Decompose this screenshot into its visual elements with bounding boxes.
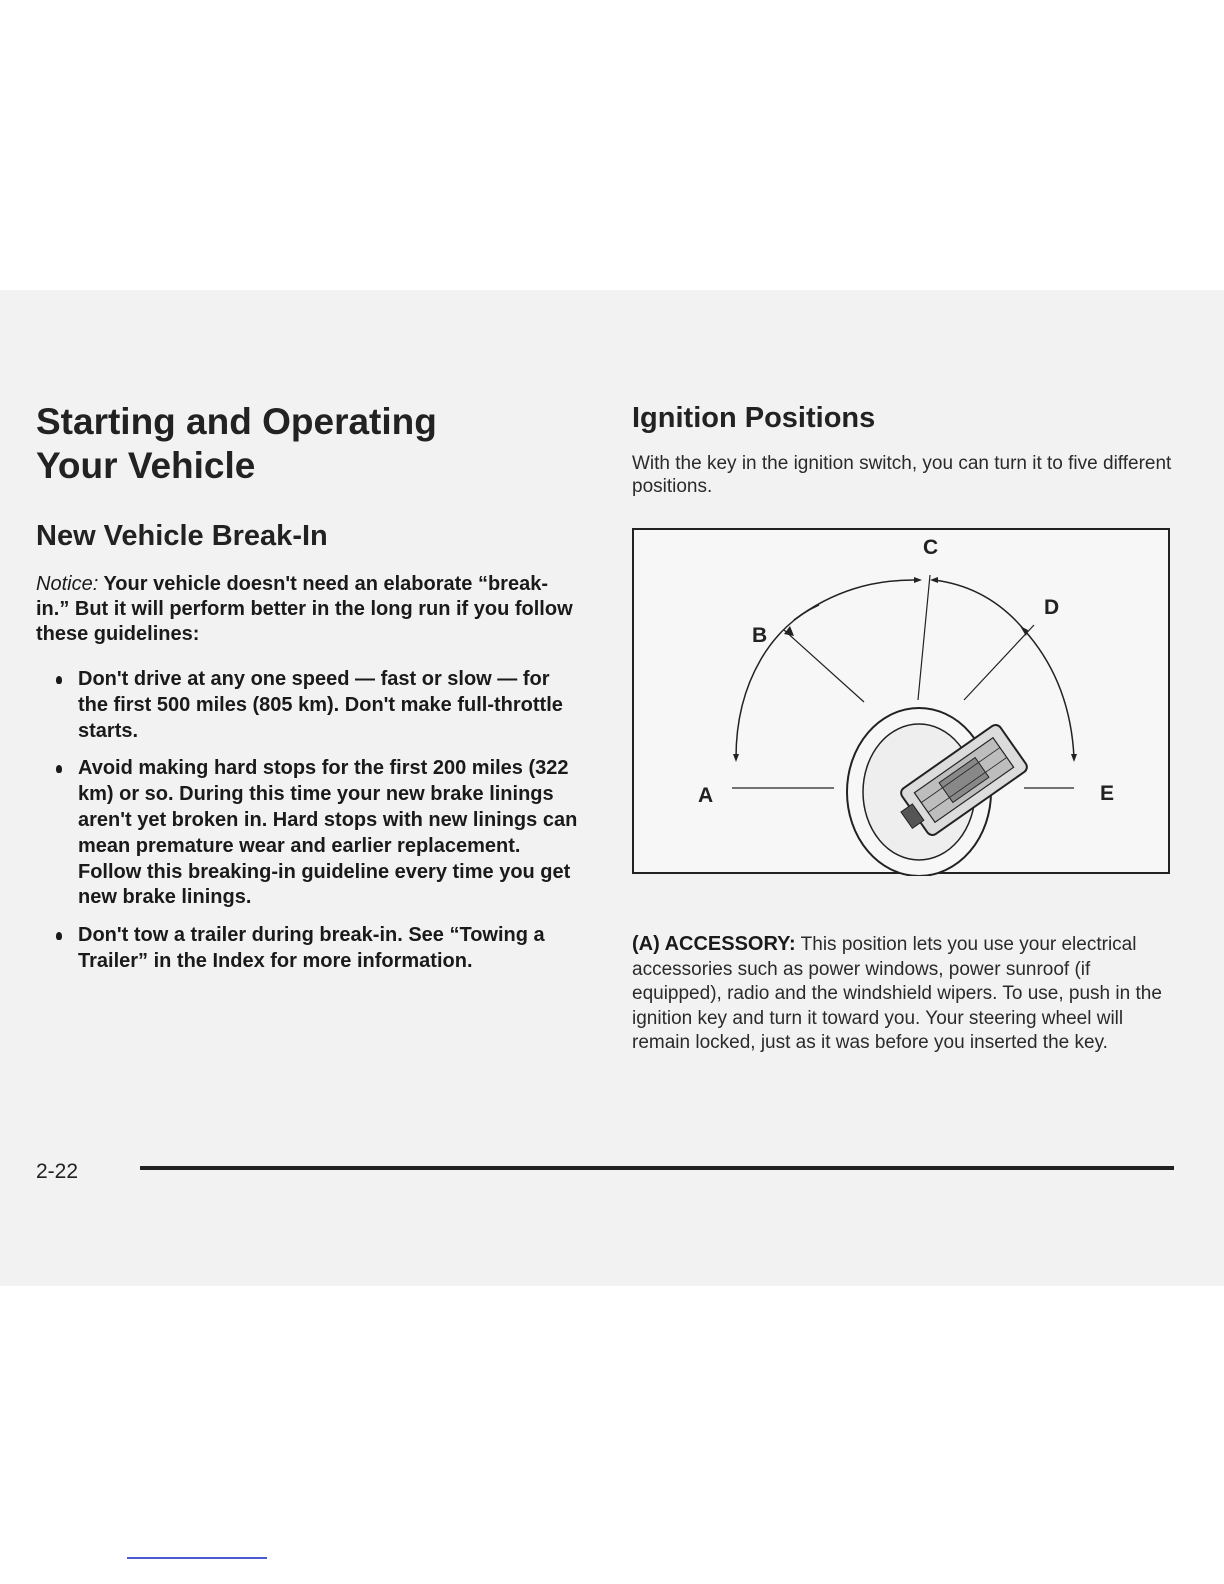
chapter-title-line2: Your Vehicle bbox=[36, 445, 256, 486]
arrow-d-icon bbox=[1020, 626, 1028, 636]
arrow-c-right-icon bbox=[930, 577, 938, 583]
label-b: B bbox=[752, 624, 768, 647]
accessory-paragraph bbox=[632, 932, 1172, 1056]
list-item-text: Don't drive at any one speed — fast or slow — for the first 500 miles (805 km). Don't make full-throttle starts. bbox=[78, 668, 563, 742]
leader-c bbox=[918, 575, 930, 700]
list-item-text: Don't tow a trailer during break-in. See “Towing a Trailer” in the Index for more information. bbox=[78, 924, 545, 972]
right-column bbox=[632, 400, 1177, 517]
label-c: C bbox=[923, 536, 939, 559]
leader-b bbox=[784, 630, 864, 702]
footer-rule bbox=[140, 1166, 1174, 1170]
accessory-text: This position lets you use your electrical accessories such as power windows, power sunroof (if equipped), radio and the windshield wipers. To use, push in the ignition key and turn it toward you. Your steering wheel will remain locked, just as it was before you inserted the key. bbox=[632, 934, 1162, 1053]
ignition-diagram bbox=[632, 528, 1170, 874]
chapter-title bbox=[36, 400, 581, 488]
bullet-icon bbox=[56, 765, 62, 773]
arrow-e-icon bbox=[1071, 754, 1077, 762]
bullet-icon bbox=[56, 932, 62, 940]
arrow-a-icon bbox=[733, 754, 739, 762]
notice-text: Your vehicle doesn't need an elaborate “break-in.” But it will perform better in the long run if you follow these guidelines: bbox=[36, 573, 573, 645]
list-item bbox=[36, 923, 581, 975]
bullet-icon bbox=[56, 676, 62, 684]
notice-lead: Notice: bbox=[36, 573, 99, 595]
list-item bbox=[36, 667, 581, 744]
left-column bbox=[36, 400, 581, 987]
list-item-text: Avoid making hard stops for the first 200 miles (322 km) or so. During this time your new brake linings aren't yet broken in. Hard stops with new linings can mean premature wear and earlier replacement. Follow this breaking-in guideline every time you get new brake linings. bbox=[78, 757, 578, 909]
arc-b-c bbox=[794, 580, 914, 620]
ignition-diagram-drawing bbox=[634, 530, 1172, 876]
bottom-link-underline[interactable] bbox=[127, 1557, 267, 1559]
list-item bbox=[36, 756, 581, 911]
section-title-break-in: New Vehicle Break-In bbox=[36, 520, 328, 552]
arc-c-d bbox=[934, 580, 1026, 632]
section-title-ignition: Ignition Positions bbox=[632, 402, 876, 434]
accessory-term: (A) ACCESSORY: bbox=[632, 933, 796, 955]
leader-d bbox=[964, 625, 1034, 700]
label-a: A bbox=[698, 784, 714, 807]
arc-a-b bbox=[736, 605, 819, 758]
label-e: E bbox=[1100, 782, 1115, 805]
guidelines-list bbox=[36, 667, 581, 975]
arc-d-e bbox=[1026, 632, 1074, 758]
arrow-c-left-icon bbox=[914, 577, 922, 583]
label-d: D bbox=[1044, 596, 1060, 619]
chapter-title-line1: Starting and Operating bbox=[36, 401, 437, 442]
ignition-intro: With the key in the ignition switch, you can turn it to five different positions. bbox=[632, 453, 1172, 497]
notice-paragraph bbox=[36, 572, 581, 647]
page-number: 2-22 bbox=[36, 1160, 79, 1183]
